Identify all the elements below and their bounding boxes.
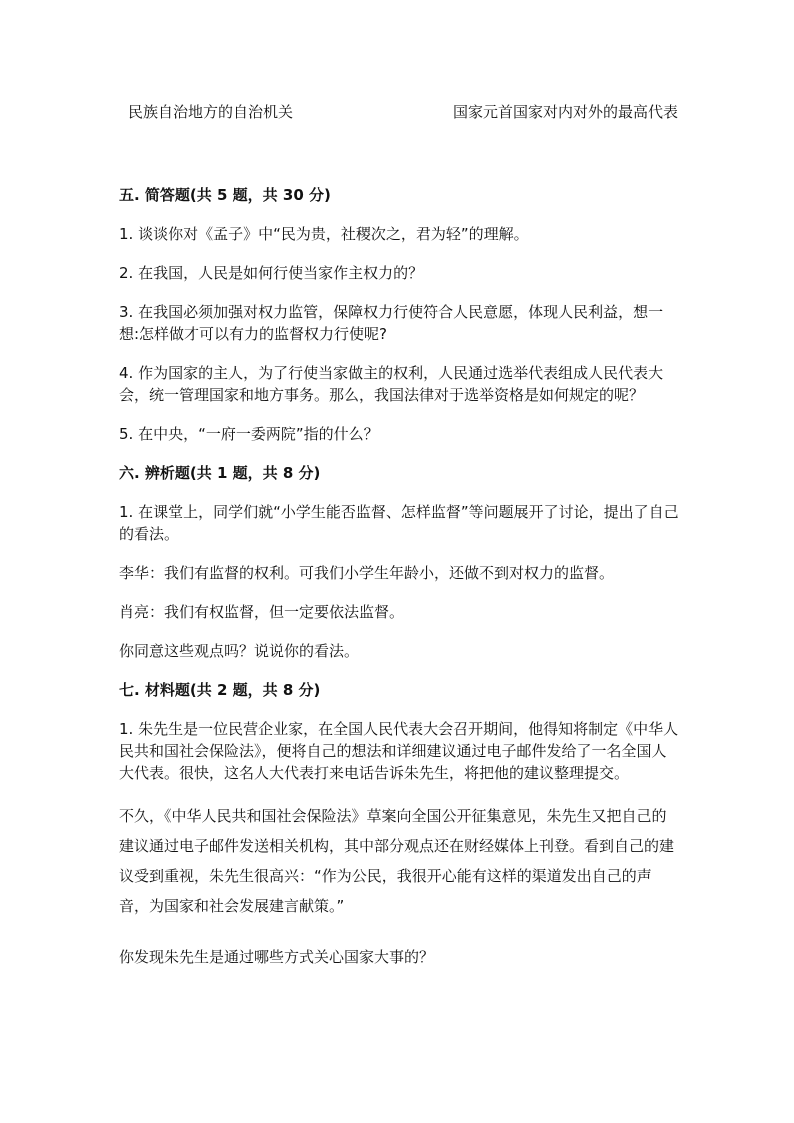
question-item: 2. 在我国，人民是如何行使当家作主权力的？ bbox=[119, 264, 424, 282]
analysis-paragraph: 肖亮：我们有权监督，但一定要依法监督。 bbox=[119, 603, 405, 621]
section-heading-analysis: 六. 辨析题(共 1 题，共 8 分) bbox=[119, 464, 321, 482]
question-item: 3. 在我国必须加强对权力监管，保障权力行使符合人民意愿，体现人民利益，想一想:怎样做才可以有力的监督权力行使呢? bbox=[119, 303, 664, 343]
analysis-paragraph: 你同意这些观点吗？说说你的看法。 bbox=[119, 642, 360, 660]
document-body bbox=[119, 184, 679, 985]
question-item: 1. 谈谈你对《孟子》中“民为贵，社稷次之，君为轻”的理解。 bbox=[119, 225, 529, 243]
material-paragraph: 1. 朱先生是一位民营企业家，在全国人民代表大会召开期间，他得知将制定《中华人民共和国社会保险法》，便将自己的想法和详细建议通过电子邮件发给了一名全国人大代表。很快，这名人大代表打来电话告诉朱先生，将把他的建议整理提交。 bbox=[119, 720, 679, 782]
answer-options-row bbox=[0, 101, 794, 125]
section-heading-short-answer: 五. 简答题(共 5 题，共 30 分) bbox=[119, 186, 331, 204]
section-heading-material: 七. 材料题(共 2 题，共 8 分) bbox=[119, 681, 321, 699]
analysis-paragraph: 李华：我们有监督的权利。可我们小学生年龄小，还做不到对权力的监督。 bbox=[119, 564, 615, 582]
material-paragraph: 不久，《中华人民共和国社会保险法》草案向全国公开征集意见，朱先生又把自己的建议通过电子邮件发送相关机构，其中部分观点还在财经媒体上刊登。看到自己的建议受到重视，朱先生很高兴：“作为公民，我很开心能有这样的渠道发出自己的声音，为国家和社会发展建言献策。” bbox=[119, 807, 675, 915]
analysis-paragraph: 1. 在课堂上，同学们就“小学生能否监督、怎样监督”等问题展开了讨论，提出了自己的看法。 bbox=[119, 503, 679, 543]
material-question: 你发现朱先生是通过哪些方式关心国家大事的？ bbox=[119, 948, 435, 966]
question-item: 5. 在中央，“一府一委两院”指的什么？ bbox=[119, 425, 379, 443]
option-text-right: 国家元首国家对内对外的最高代表 bbox=[453, 103, 679, 121]
question-item: 4. 作为国家的主人，为了行使当家做主的权利，人民通过选举代表组成人民代表大会，统一管理国家和地方事务。那么，我国法律对于选举资格是如何规定的呢？ bbox=[119, 364, 664, 404]
option-text-left: 民族自治地方的自治机关 bbox=[128, 103, 294, 121]
